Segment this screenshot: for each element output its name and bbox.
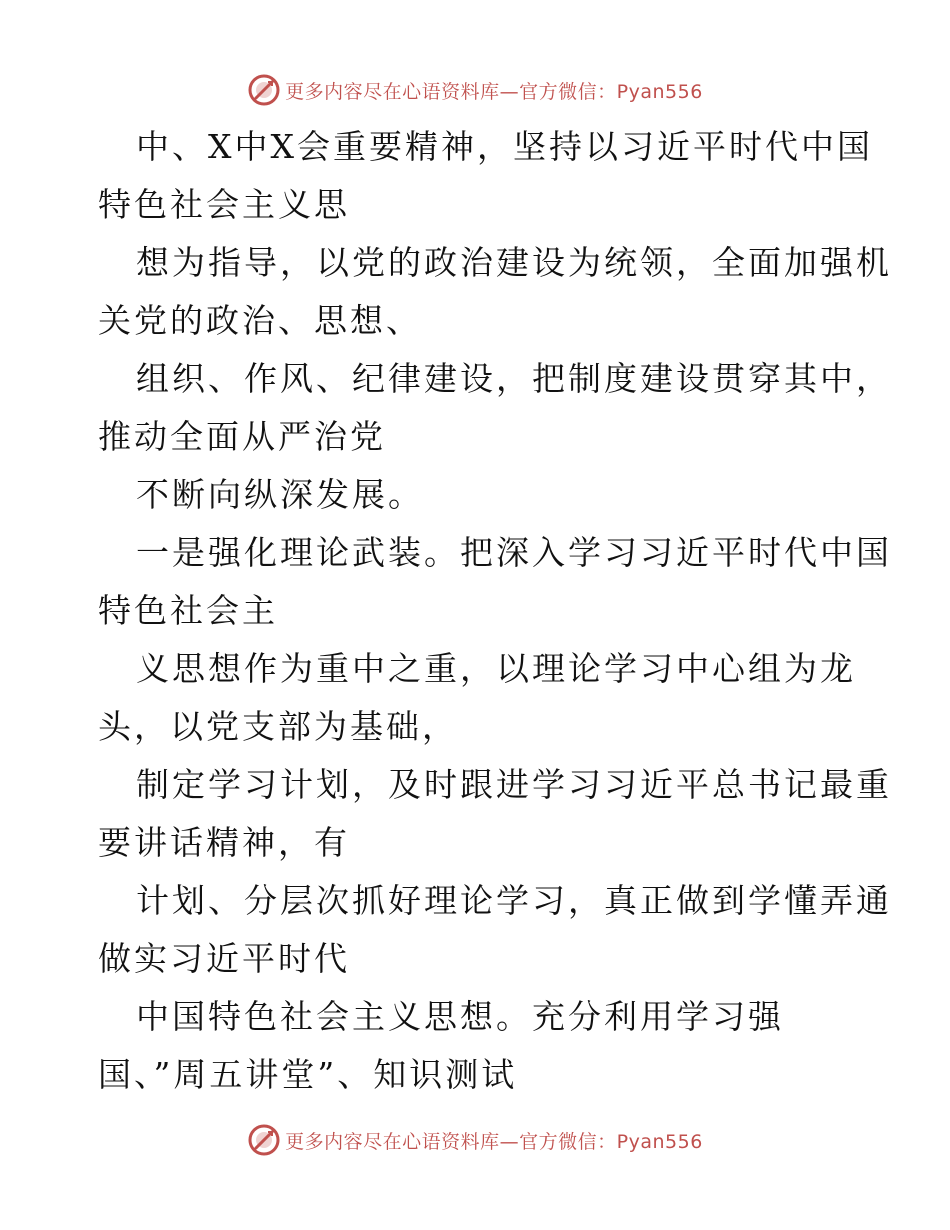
paragraph-7	[98, 756, 892, 872]
paragraph-line: 关党的政治、思想、	[98, 301, 422, 340]
footer-watermark-banner	[0, 1120, 950, 1160]
paragraph-2	[98, 234, 892, 350]
paragraph-5	[98, 524, 892, 640]
document-body	[98, 118, 892, 1104]
paragraph-line: 不断向纵深发展。	[136, 475, 424, 514]
paragraph-line: 中国特色社会主义思想。充分利用学习强	[136, 997, 784, 1036]
paragraph-line: 组织、作风、纪律建设，把制度建设贯穿其中，	[136, 359, 892, 398]
header-watermark-text: 更多内容尽在心语资料库—官方微信：Pyan556	[285, 80, 703, 103]
paragraph-line: 想为指导，以党的政治建设为统领，全面加强机	[136, 243, 892, 282]
paragraph-6	[98, 640, 878, 756]
paragraph-line: 头，以党支部为基础，	[98, 707, 458, 746]
paragraph-line: 特色社会主义思	[98, 185, 350, 224]
header-watermark-banner	[0, 70, 950, 110]
paragraph-line: 推动全面从严治党	[98, 417, 386, 456]
paragraph-3	[98, 350, 892, 466]
paragraph-line: 计划、分层次抓好理论学习，真正做到学懂弄通	[136, 881, 892, 920]
paragraph-line: 制定学习计划，及时跟进学习习近平总书记最重	[136, 765, 892, 804]
paragraph-4	[98, 466, 878, 524]
paragraph-line: 做实习近平时代	[98, 939, 350, 978]
brand-logo-icon	[247, 1123, 281, 1157]
brand-logo-icon	[247, 73, 281, 107]
paragraph-1	[98, 118, 878, 234]
paragraph-8	[98, 872, 892, 988]
paragraph-9	[98, 988, 878, 1104]
paragraph-line: 特色社会主	[98, 591, 278, 630]
paragraph-line: 要讲话精神，有	[98, 823, 350, 862]
paragraph-line: 中、X中X会重要精神，坚持以习近平时代中国	[136, 127, 873, 166]
paragraph-line: 一是强化理论武装。把深入学习习近平时代中国	[136, 533, 892, 572]
footer-watermark-text: 更多内容尽在心语资料库—官方微信：Pyan556	[285, 1130, 703, 1153]
paragraph-line: 国、”周五讲堂”、知识测试	[98, 1055, 518, 1094]
paragraph-line: 义思想作为重中之重，以理论学习中心组为龙	[136, 649, 856, 688]
